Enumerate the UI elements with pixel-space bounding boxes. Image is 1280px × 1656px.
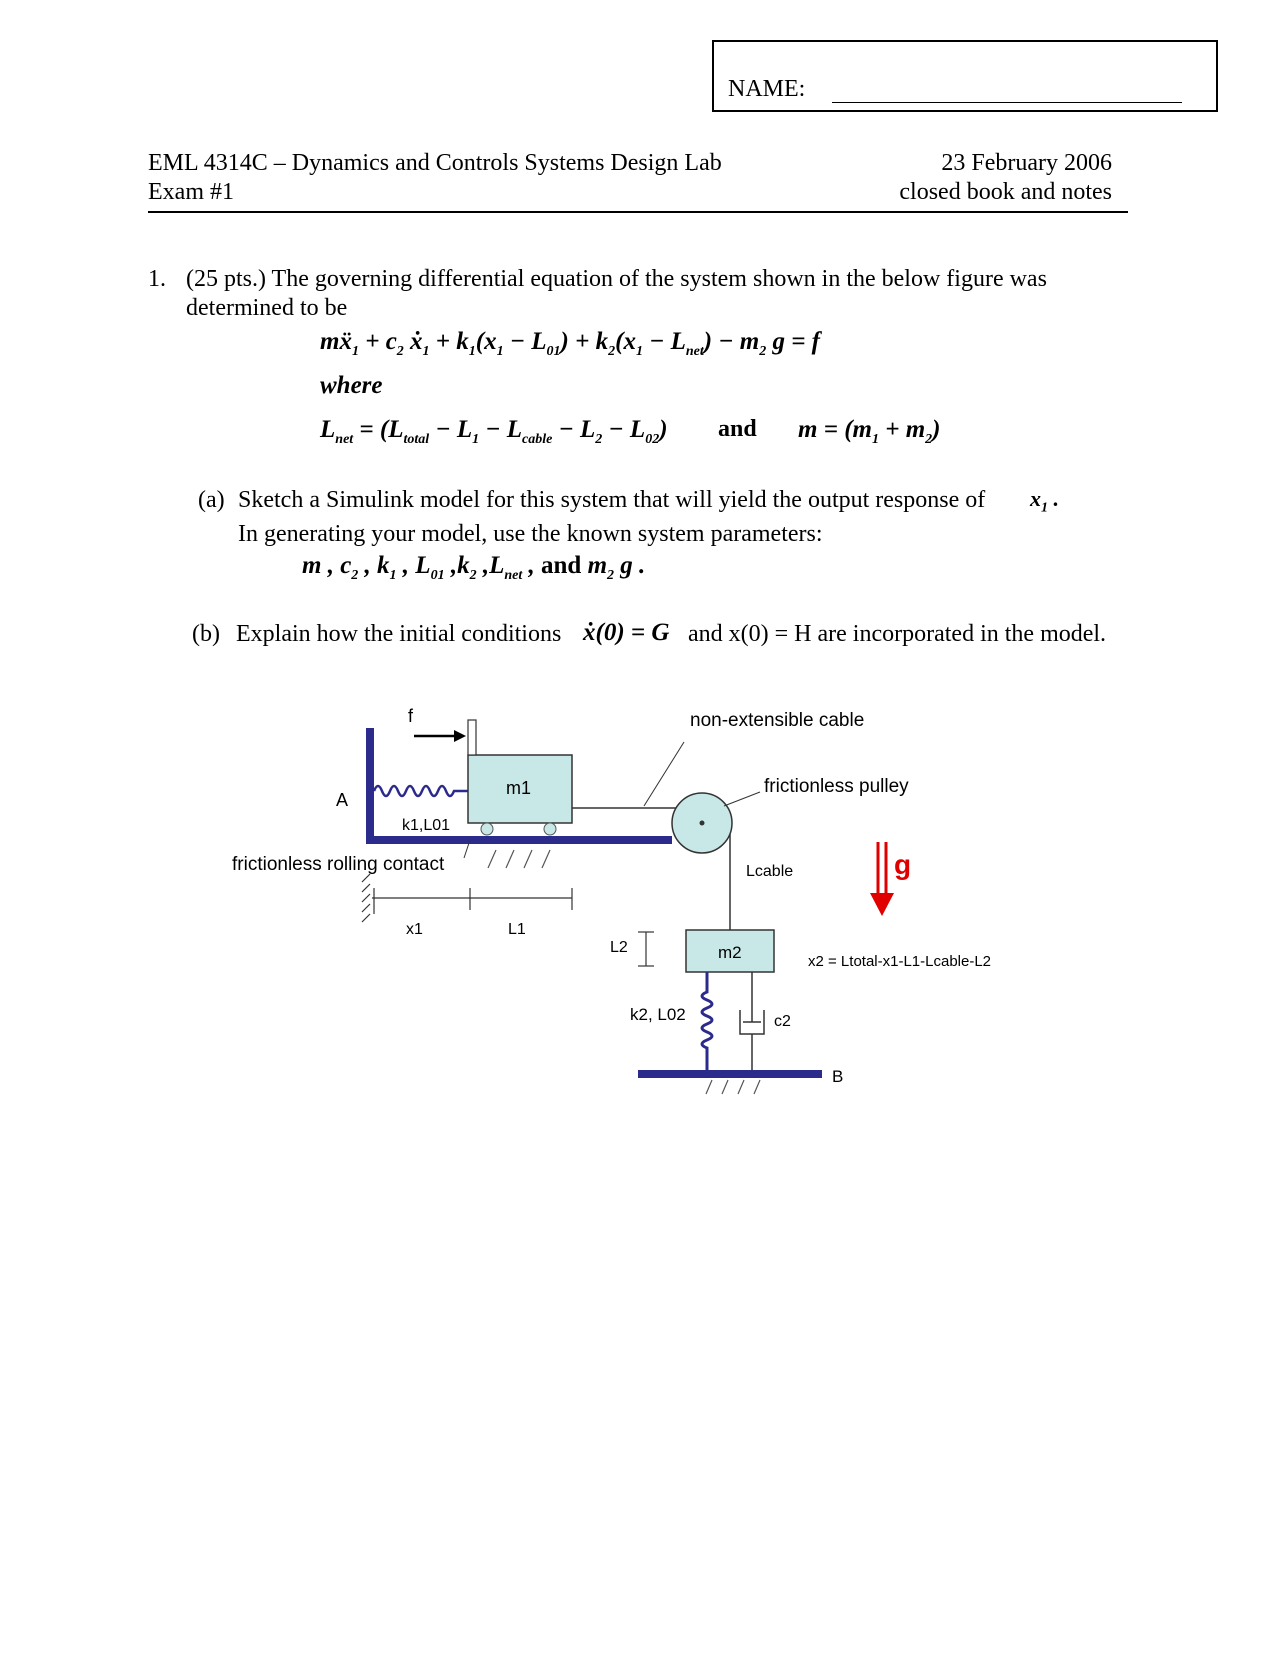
output-x1: $x_1$ . bbox=[1030, 486, 1059, 516]
name-label: NAME: bbox=[728, 76, 806, 102]
mass1-label: m1 bbox=[506, 778, 532, 798]
spring1-label: k1,L01 bbox=[402, 817, 451, 834]
ground-hatch-1 bbox=[488, 850, 550, 868]
upper-ground bbox=[366, 836, 672, 844]
gravity-label: g bbox=[894, 849, 912, 880]
params-and: and bbox=[541, 552, 582, 579]
name-underline[interactable] bbox=[832, 102, 1182, 103]
damper-c2 bbox=[740, 972, 764, 1070]
name-box bbox=[712, 40, 1218, 112]
spring-k1 bbox=[374, 786, 468, 796]
initial-velocity: ẋ(0) = G bbox=[583, 619, 670, 646]
system-figure bbox=[0, 680, 1280, 1100]
l1-label: L1 bbox=[508, 921, 526, 938]
l2-label: L2 bbox=[610, 939, 628, 956]
point-a-label: A bbox=[336, 790, 349, 810]
exam-date: 23 February 2006 bbox=[941, 150, 1112, 176]
wheel-right bbox=[544, 823, 556, 835]
part-a-line1: Sketch a Simulink model for this system that will yield the output response of bbox=[238, 487, 986, 513]
x1-label: x1 bbox=[406, 921, 423, 938]
exam-rules: closed book and notes bbox=[899, 179, 1112, 205]
lower-ground bbox=[638, 1070, 822, 1078]
force-arrow bbox=[454, 730, 466, 742]
mass2-label: m2 bbox=[718, 943, 742, 962]
mass-equation: $m = (m_1 + m_2)$ bbox=[798, 416, 941, 447]
part-a-line2: In generating your model, use the known system parameters: bbox=[238, 521, 823, 547]
x2-relation-label: x2 = Ltotal-x1-L1-Lcable-L2 bbox=[808, 953, 992, 970]
force-label: f bbox=[408, 706, 414, 726]
exam-number: Exam #1 bbox=[148, 179, 234, 205]
cable-label: non-extensible cable bbox=[690, 710, 865, 731]
part-a-label: (a) bbox=[198, 487, 225, 513]
wall-a bbox=[366, 728, 374, 844]
wheel-left bbox=[481, 823, 493, 835]
part-b-text-mid: and x(0) = H are incorporated in the model. bbox=[688, 621, 1107, 647]
gravity-arrow bbox=[870, 893, 894, 916]
question-intro-line2: determined to be bbox=[186, 295, 348, 321]
and-label: and bbox=[718, 416, 757, 442]
rolling-contact-label: frictionless rolling contact bbox=[232, 854, 445, 875]
system-parameters: m , $c_2$ , $k_1$ , $L_{01}$ $,k_2$ $,L_{net}$ , and $m_2$ g . bbox=[302, 552, 646, 583]
pulley-label: frictionless pulley bbox=[764, 776, 909, 797]
course-title: EML 4314C – Dynamics and Controls Systems Design Lab bbox=[148, 150, 722, 176]
damper-label: c2 bbox=[774, 1013, 791, 1030]
point-b-label: B bbox=[832, 1067, 844, 1086]
spring2-label: k2, L02 bbox=[630, 1005, 686, 1024]
part-b-text-before: Explain how the initial conditions bbox=[236, 621, 562, 647]
header-rule bbox=[148, 211, 1128, 213]
force-post bbox=[468, 720, 476, 755]
spring-k2 bbox=[702, 972, 712, 1070]
where-label: where bbox=[320, 372, 383, 399]
part-b-label: (b) bbox=[192, 621, 220, 647]
cable-length-label: Lcable bbox=[746, 863, 794, 880]
question-intro-line1: (25 pts.) The governing differential equation of the system shown in the below figure was bbox=[186, 266, 1047, 292]
question-number: 1. bbox=[148, 266, 166, 292]
lnet-equation: $L_{net} = (L_{total} - L_1 - L_{cable} - L_2 - L_{02})$ bbox=[320, 416, 668, 447]
governing-equation: mẍ$_1$ + $c_2$ ẋ$_1$ + $k_1(x_1 - L_{01}) + k_2(x_1 - L_{net}) - m_2$ g = f bbox=[320, 328, 821, 359]
